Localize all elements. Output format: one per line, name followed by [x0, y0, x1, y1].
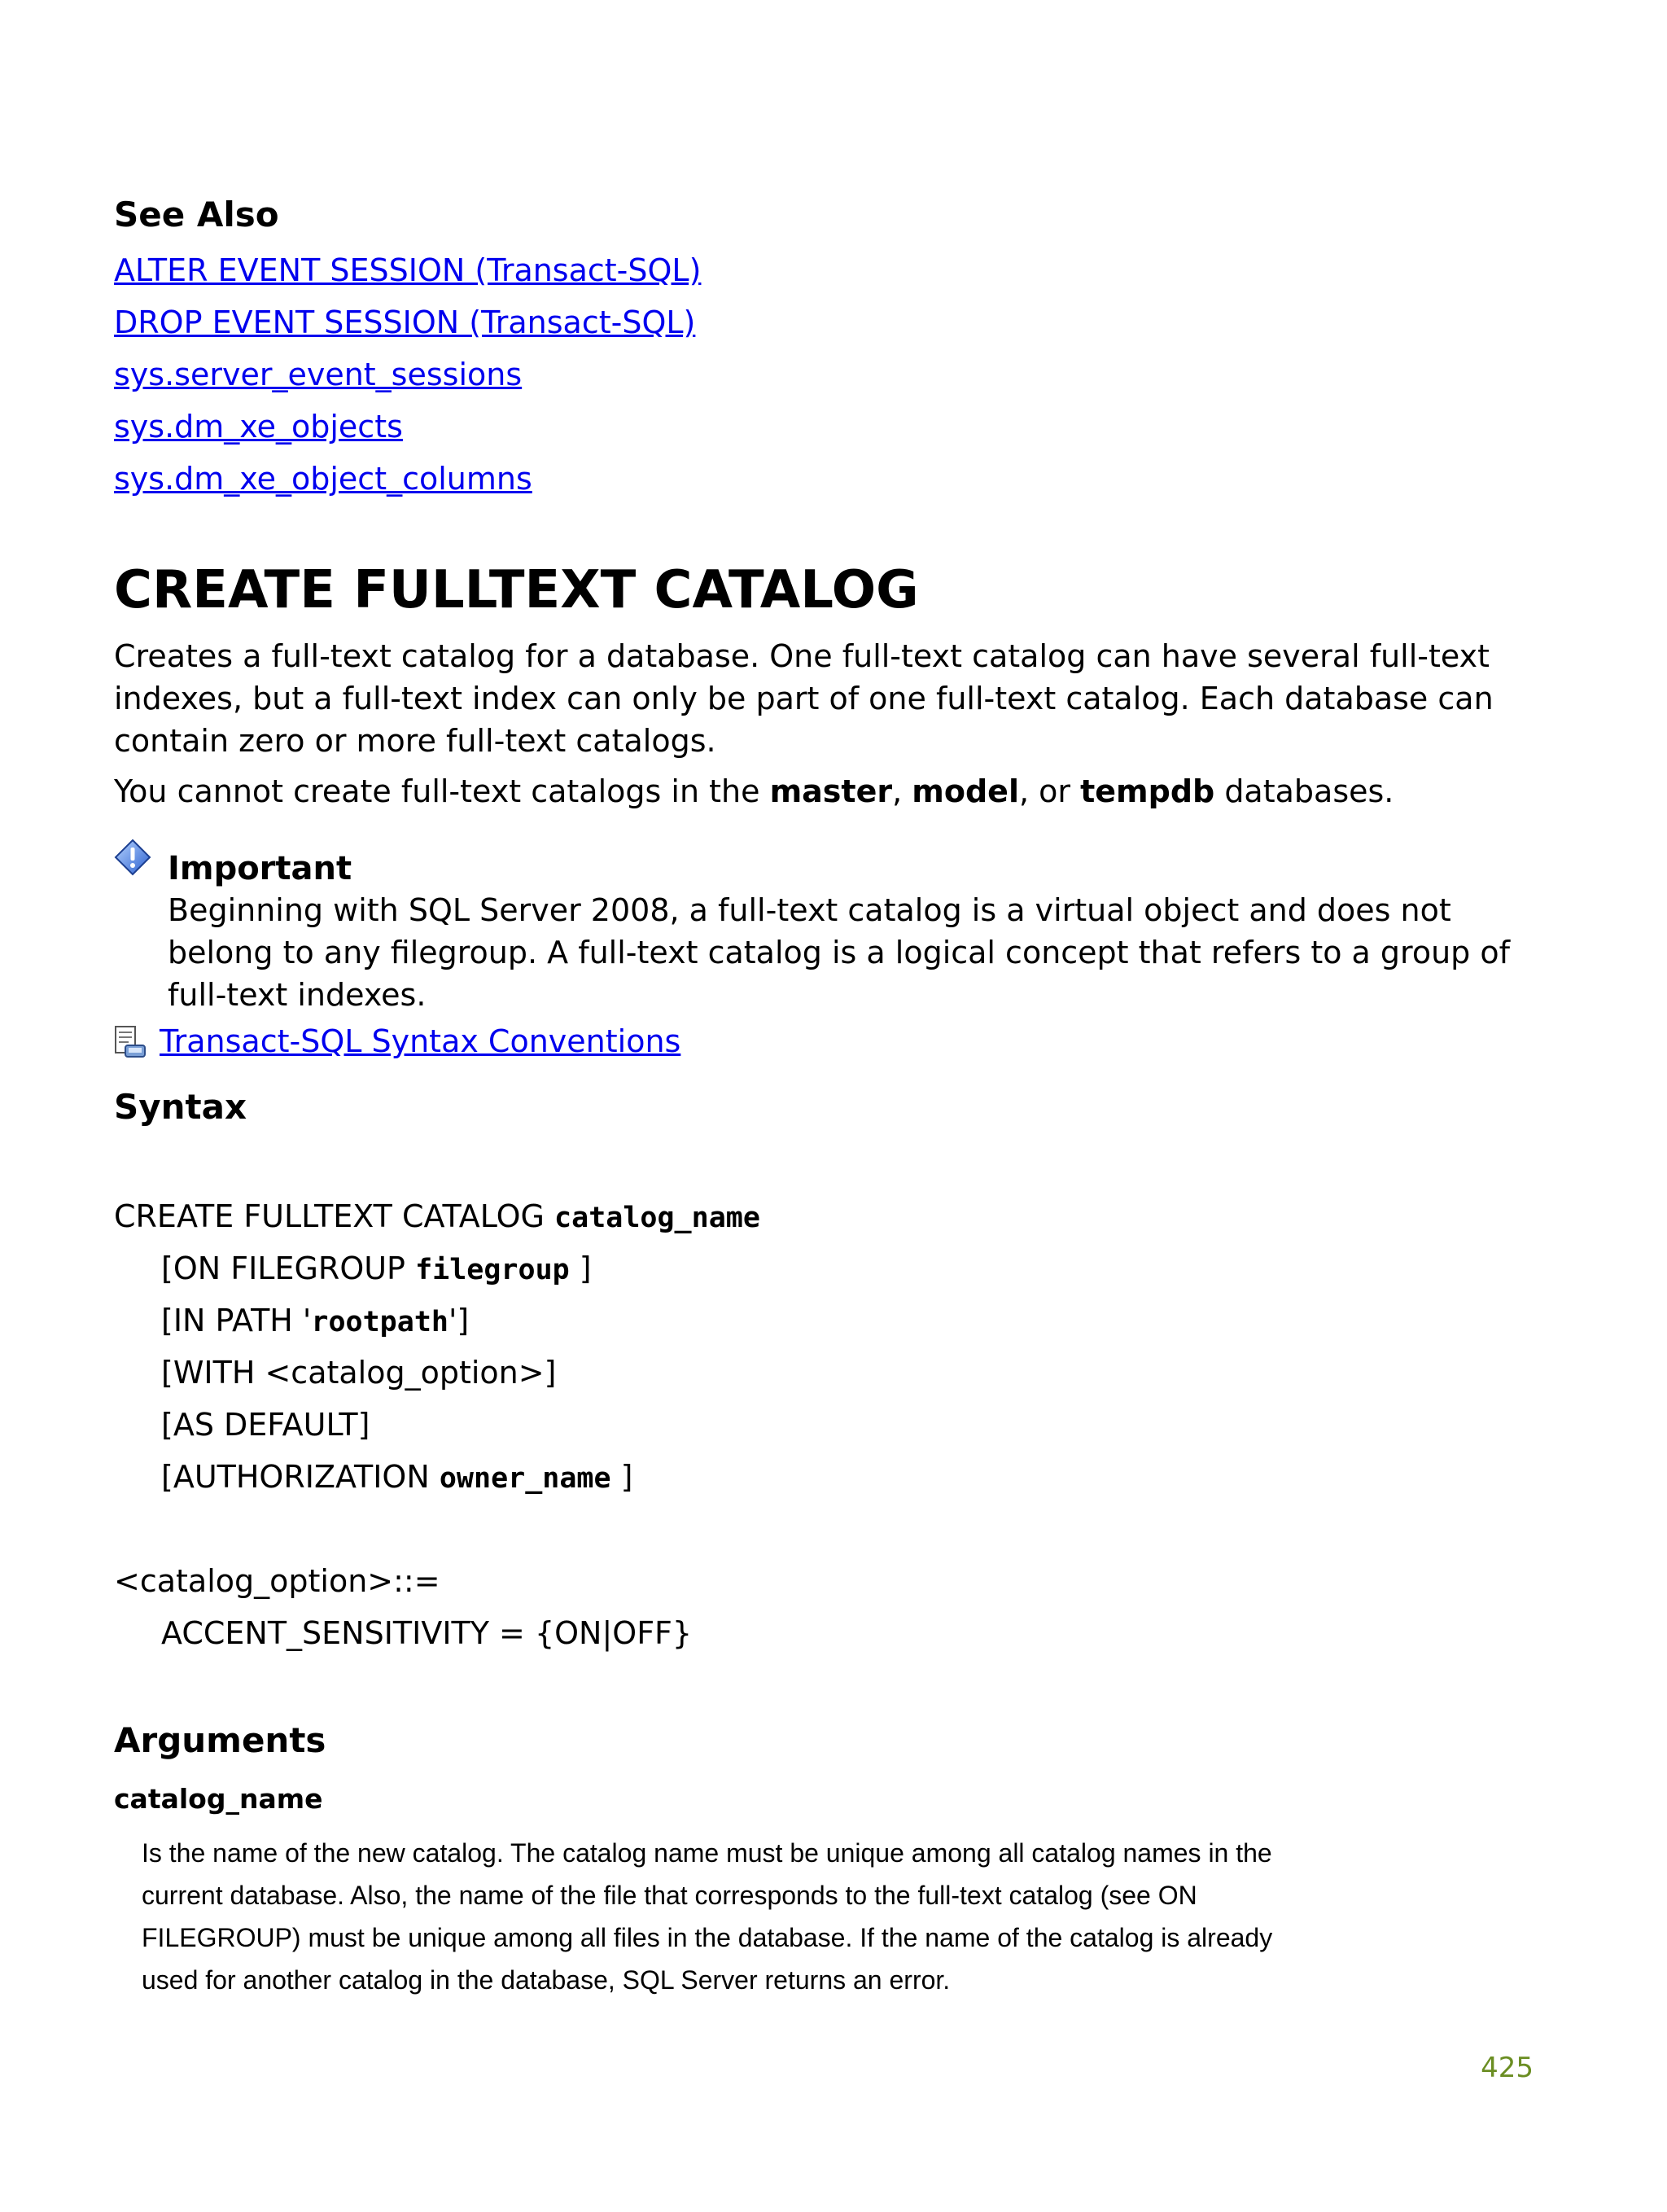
code-text: [AUTHORIZATION: [161, 1459, 440, 1495]
link-sys-server-event-sessions[interactable]: sys.server_event_sessions: [114, 357, 523, 392]
code-text: ']: [448, 1303, 470, 1338]
see-also-item: [114, 348, 701, 401]
code-argument: rootpath: [311, 1306, 448, 1338]
db-tempdb: tempdb: [1080, 773, 1215, 809]
note-prefix: You cannot create full-text catalogs in the: [114, 773, 770, 809]
code-text: ACCENT_SENSITIVITY = {ON|OFF}: [161, 1615, 693, 1651]
code-line: [114, 1242, 1579, 1294]
code-text: [ON FILEGROUP: [161, 1251, 416, 1286]
link-sys-dm-xe-object-columns[interactable]: sys.dm_xe_object_columns: [114, 461, 532, 497]
argument-description: Is the name of the new catalog. The catalog name must be unique among all catalog names in the current database. Also, the name of the file that corresponds to the full-text catalog (see ON FILEGROUP) must be unique among all files in the database. If the name of the catalog is already used for another catalog in the database, SQL Server returns an error.: [142, 1838, 1273, 1995]
code-text: [WITH <catalog_option>]: [161, 1355, 557, 1391]
see-also-item: [114, 244, 701, 296]
arguments-heading: Arguments: [114, 1720, 326, 1760]
code-text: [IN PATH ': [161, 1303, 312, 1338]
db-model: model: [912, 773, 1019, 809]
syntax-heading: Syntax: [114, 1087, 247, 1127]
code-argument: owner_name: [439, 1462, 611, 1495]
code-line: [114, 1347, 1579, 1399]
syntax-code-block: [114, 1190, 1579, 1659]
important-title: Important: [168, 850, 352, 887]
intro-paragraph: Creates a full-text catalog for a database. One full-text catalog can have several full-text indexes, but a full-text index can only be part of one full-text catalog. Each database can contain zero or more full-text catalogs.: [114, 638, 1494, 759]
note-sep: , or: [1018, 773, 1081, 809]
code-line: [114, 1451, 1579, 1503]
see-also-heading: See Also: [114, 195, 279, 234]
see-also-item: [114, 453, 701, 505]
code-text: ]: [569, 1251, 592, 1286]
code-line: [114, 1294, 1579, 1347]
db-master: master: [769, 773, 893, 809]
see-also-list: [114, 244, 701, 505]
important-body: Beginning with SQL Server 2008, a full-text catalog is a virtual object and does not belong to any filegroup. A full-text catalog is a logical concept that refers to a group of full-text indexes.: [168, 892, 1510, 1013]
code-argument: catalog_name: [554, 1202, 760, 1234]
note-suffix: databases.: [1214, 773, 1394, 809]
see-also-item: [114, 401, 701, 453]
note-sep: ,: [892, 773, 912, 809]
page-title: CREATE FULLTEXT CATALOG: [114, 560, 919, 620]
code-line: [114, 1607, 1579, 1659]
link-alter-event-session[interactable]: ALTER EVENT SESSION (Transact-SQL): [114, 252, 702, 288]
code-text: ]: [610, 1459, 633, 1495]
syntax-conventions-link[interactable]: Transact-SQL Syntax Conventions: [160, 1023, 681, 1059]
important-icon: [114, 839, 151, 876]
code-line: [114, 1555, 1579, 1607]
code-argument: filegroup: [415, 1254, 570, 1286]
code-text: [AS DEFAULT]: [161, 1407, 370, 1443]
code-text: CREATE FULLTEXT CATALOG: [114, 1198, 555, 1234]
see-also-item: [114, 296, 701, 348]
code-text: <catalog_option>::=: [114, 1563, 440, 1599]
link-drop-event-session[interactable]: DROP EVENT SESSION (Transact-SQL): [114, 304, 696, 340]
page-number: 425: [1481, 2052, 1534, 2084]
code-line: [114, 1190, 1579, 1242]
argument-name: catalog_name: [114, 1783, 323, 1815]
system-databases-note: [114, 770, 1563, 813]
syntax-conventions-icon: [112, 1024, 148, 1060]
link-sys-dm-xe-objects[interactable]: sys.dm_xe_objects: [114, 409, 403, 445]
code-line: [114, 1399, 1579, 1451]
code-line-blank: [114, 1503, 1579, 1555]
